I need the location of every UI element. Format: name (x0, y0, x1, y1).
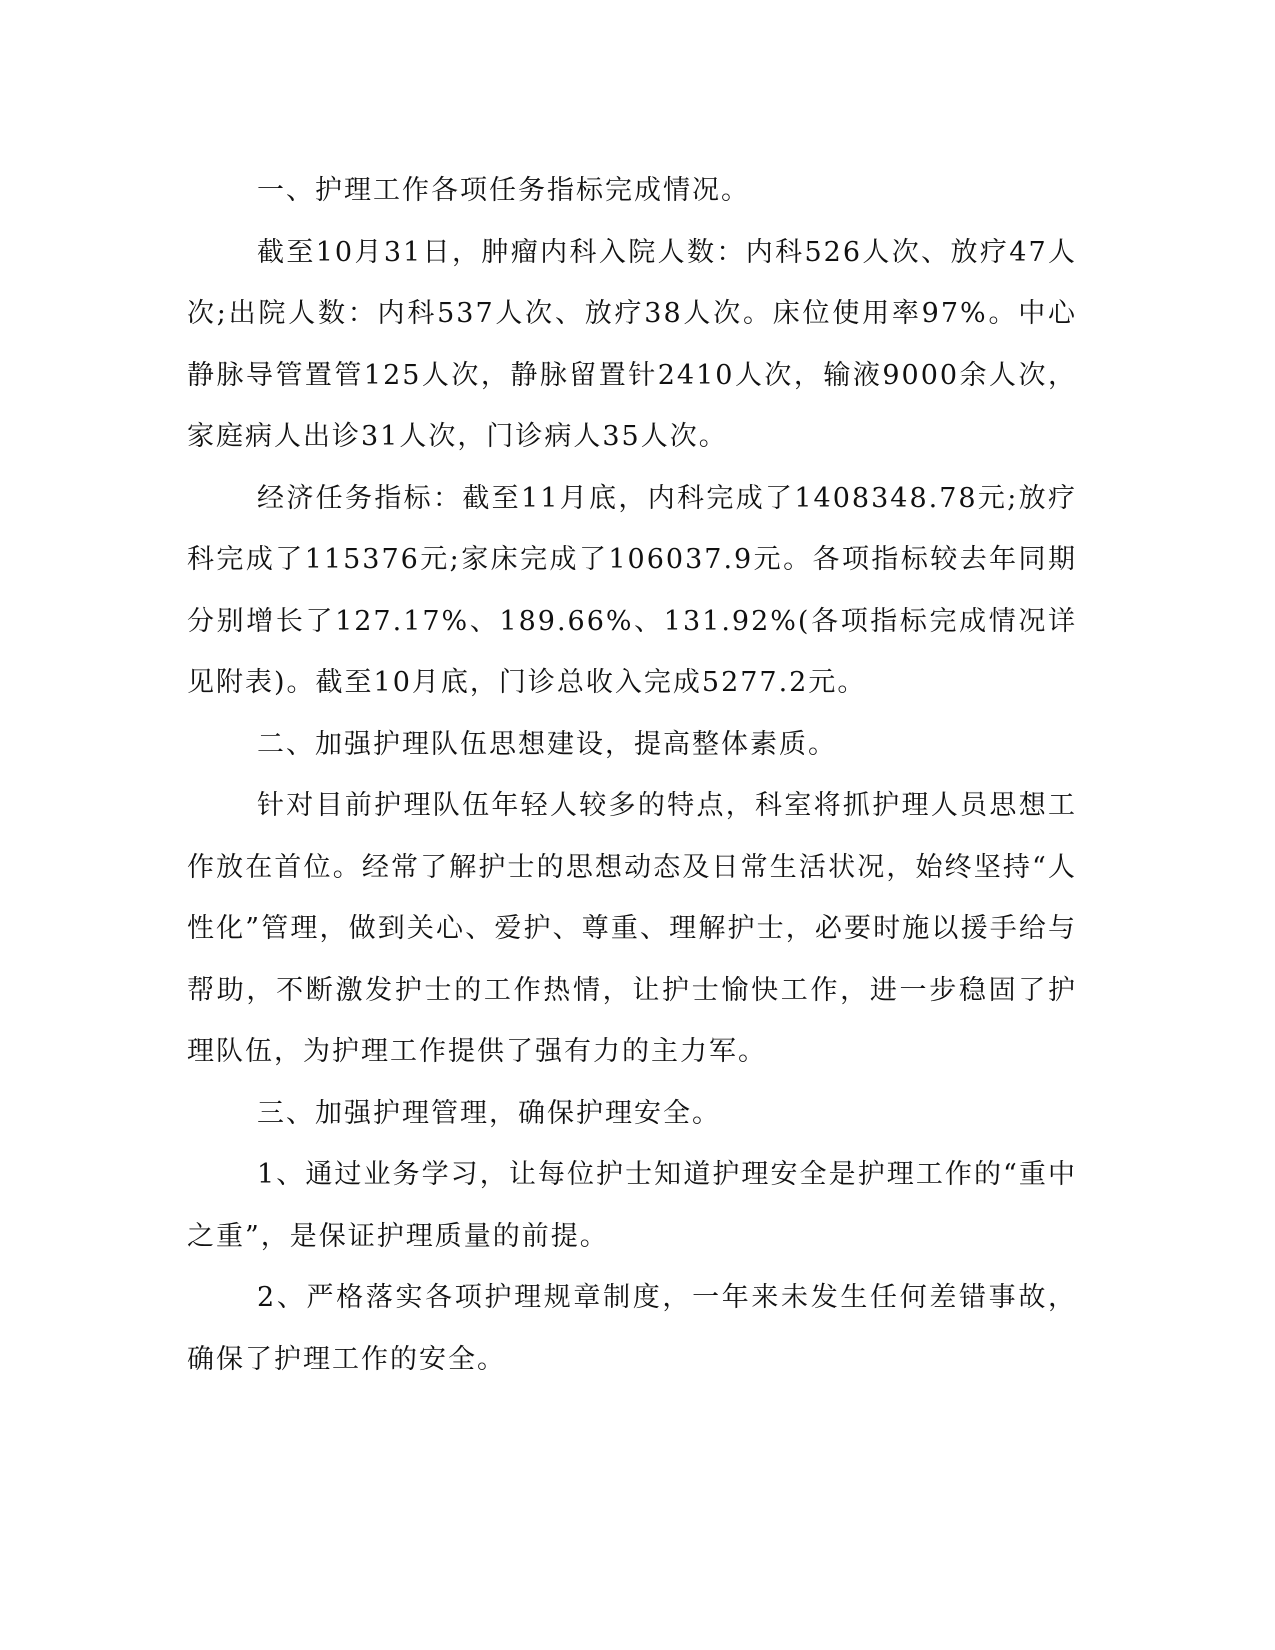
paragraph-economic-indicators: 经济任务指标：截至11月底，内科完成了1408348.78元;放疗科完成了115376元;家床完成了106037.9元。各项指标较去年同期分别增长了127.17%、189.66%、131.92%(各项指标完成情况详见附表)。截至10月底，门诊总收入完成5277.2元。 (187, 482, 1077, 698)
heading-nursing-safety: 三、加强护理管理，确保护理安全。 (257, 1097, 721, 1129)
paragraph-safety-item-2: 2、严格落实各项护理规章制度，一年来未发生任何差错事故，确保了护理工作的安全。 (187, 1282, 1077, 1375)
document-body (187, 160, 1077, 1390)
heading-task-completion: 一、护理工作各项任务指标完成情况。 (257, 175, 750, 206)
paragraph-safety-item-1: 1、通过业务学习，让每位护士知道护理安全是护理工作的“重中之重”，是保证护理质量的前提。 (187, 1159, 1077, 1252)
heading-team-building: 二、加强护理队伍思想建设，提高整体素质。 (257, 728, 837, 760)
paragraph-team-building: 针对目前护理队伍年轻人较多的特点，科室将抓护理人员思想工作放在首位。经常了解护士的思想动态及日常生活状况，始终坚持“人性化”管理，做到关心、爱护、尊重、理解护士，必要时施以援手给与帮助，不断激发护士的工作热情，让护士愉快工作，进一步稳固了护理队伍，为护理工作提供了强有力的主力军。 (187, 790, 1077, 1067)
paragraph-admission-statistics: 截至10月31日，肿瘤内科入院人数：内科526人次、放疗47人次;出院人数：内科537人次、放疗38人次。床位使用率97%。中心静脉导管置管125人次，静脉留置针2410人次，输液9000余人次，家庭病人出诊31人次，门诊病人35人次。 (187, 236, 1077, 452)
